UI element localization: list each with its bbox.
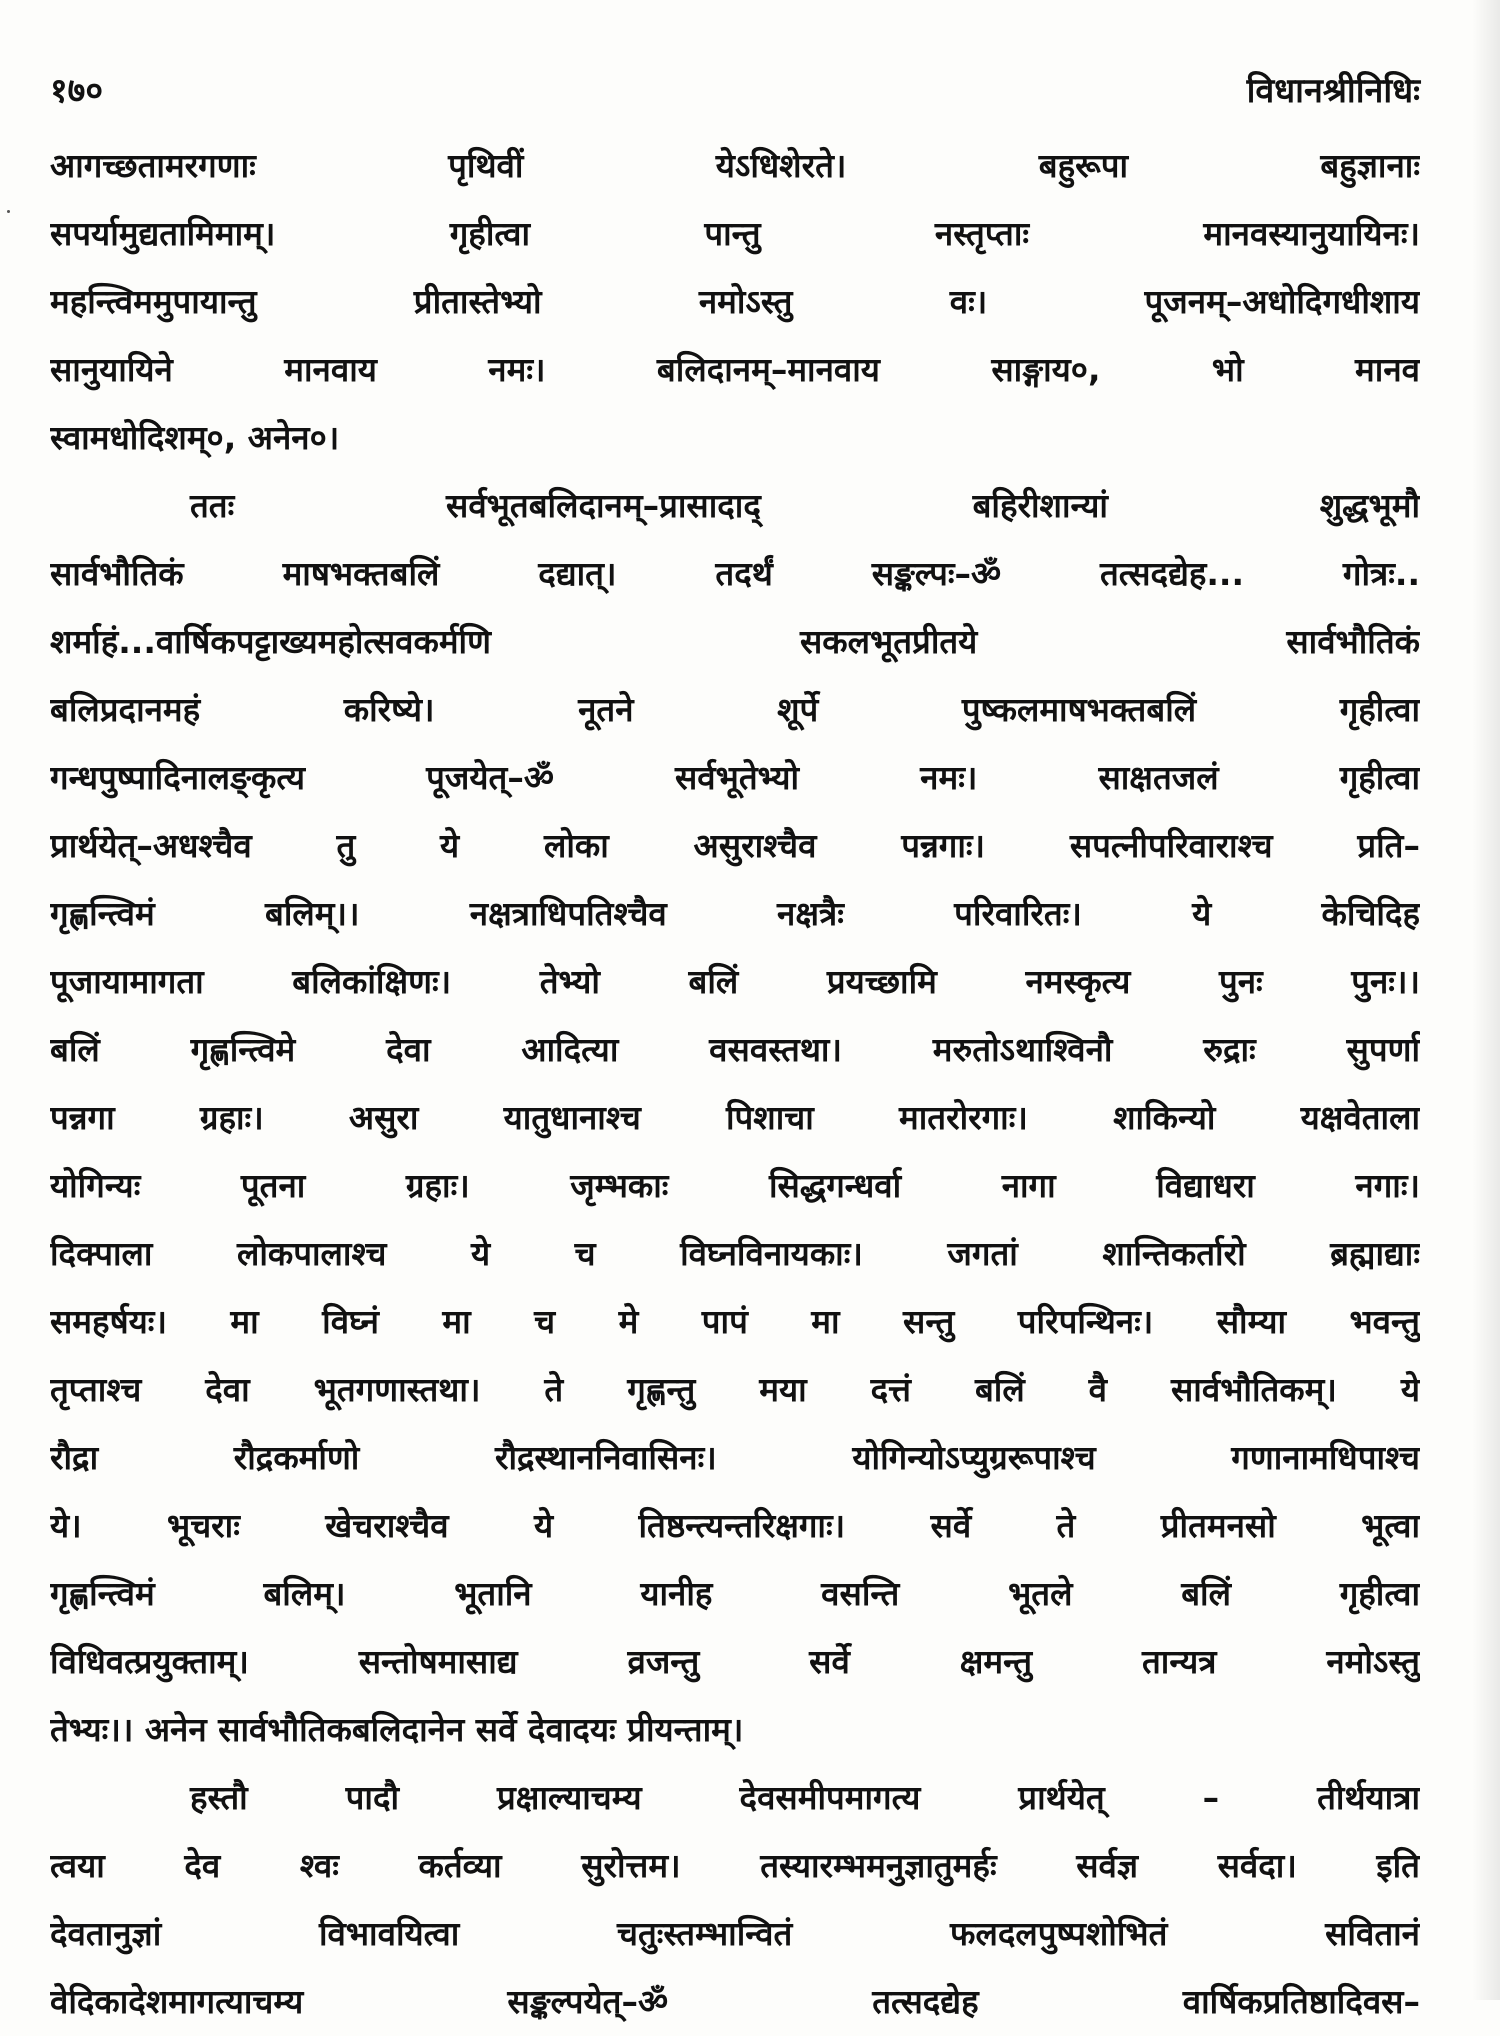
text-line-8: शर्माहं...वार्षिकपट्टाख्यमहोत्सवकर्मणि सकलभूतप्रीतये सार्वभौतिकं (50, 622, 1420, 661)
text-line-25: हस्तौ पादौ प्रक्षाल्याचम्य देवसमीपमागत्य प्रार्थयेत् – तीर्थयात्रा (190, 1778, 1420, 1817)
text-line-27: देवतानुज्ञां विभावयित्वा चतुःस्तम्भान्वितं फलदलपुष्पशोभितं सवितानं (50, 1914, 1420, 1953)
text-line-1: आगच्छतामरगणाः पृथिवीं येऽधिशेरते। बहुरूपा बहुज्ञानाः (50, 146, 1420, 185)
text-line-12: गृह्णन्त्विमं बलिम्।। नक्षत्राधिपतिश्चैव नक्षत्रैः परिवारितः। ये केचिदिह (50, 894, 1420, 933)
body-text (50, 132, 1420, 2036)
text-line-17: दिक्पाला लोकपालाश्च ये च विघ्नविनायकाः। जगतां शान्तिकर्तारो ब्रह्माद्याः (50, 1234, 1420, 1273)
text-line-6: ततः सर्वभूतबलिदानम्–प्रासादाद् बहिरीशान्यां शुद्धभूमौ (190, 486, 1420, 525)
text-line-4: सानुयायिने मानवाय नमः। बलिदानम्–मानवाय साङ्गाय०, भो मानव (50, 350, 1420, 389)
text-line-28: वेदिकादेशमागत्याचम्य सङ्कल्पयेत्–ॐ तत्सदद्येह वार्षिकप्रतिष्ठादिवस– (50, 1982, 1420, 2021)
text-line-15: पन्नगा ग्रहाः। असुरा यातुधानाश्च पिशाचा मातरोरगाः। शाकिन्यो यक्षवेताला (50, 1098, 1420, 1137)
text-line-21: ये। भूचराः खेचराश्चैव ये तिष्ठन्त्यन्तरिक्षगाः। सर्वे ते प्रीतमनसो भूत्वा (50, 1506, 1420, 1545)
text-line-22: गृह्णन्त्विमं बलिम्। भूतानि यानीह वसन्ति भूतले बलिं गृहीत्वा (50, 1574, 1420, 1613)
text-line-18: समहर्षयः। मा विघ्नं मा च मे पापं मा सन्तु परिपन्थिनः। सौम्या भवन्तु (50, 1302, 1420, 1341)
margin-dot (7, 210, 10, 213)
text-line-10: गन्धपुष्पादिनालङ्कृत्य पूजयेत्–ॐ सर्वभूतेभ्यो नमः। साक्षतजलं गृहीत्वा (50, 758, 1420, 797)
text-line-23: विधिवत्प्रयुक्ताम्। सन्तोषमासाद्य व्रजन्तु सर्वे क्षमन्तु तान्यत्र नमोऽस्तु (50, 1642, 1420, 1681)
text-line-24: तेभ्यः।। अनेन सार्वभौतिकबलिदानेन सर्वे देवादयः प्रीयन्ताम्। (50, 1710, 744, 1749)
text-line-16: योगिन्यः पूतना ग्रहाः। जृम्भकाः सिद्धगन्धर्वा नागा विद्याधरा नगाः। (50, 1166, 1420, 1205)
page-header (50, 66, 1420, 111)
text-line-14: बलिं गृह्णन्त्विमे देवा आदित्या वसवस्तथा। मरुतोऽथाश्विनौ रुद्राः सुपर्णा (50, 1030, 1420, 1069)
text-line-11: प्रार्थयेत्–अधश्चैव तु ये लोका असुराश्चैव पन्नगाः। सपत्नीपरिवाराश्च प्रति– (50, 826, 1420, 865)
running-title: विधानश्रीनिधिः (1246, 71, 1420, 111)
text-line-13: पूजायामागता बलिकांक्षिणः। तेभ्यो बलिं प्रयच्छामि नमस्कृत्य पुनः पुनः।। (50, 962, 1420, 1001)
text-line-3: महन्त्विममुपायान्तु प्रीतास्तेभ्यो नमोऽस्तु वः। पूजनम्–अधोदिगधीशाय (50, 282, 1420, 321)
page-edge-shadow (1472, 0, 1500, 2000)
text-line-9: बलिप्रदानमहं करिष्ये। नूतने शूर्पे पुष्कलमाषभक्तबलिं गृहीत्वा (50, 690, 1420, 729)
text-line-19: तृप्ताश्च देवा भूतगणास्तथा। ते गृह्णन्तु मया दत्तं बलिं वै सार्वभौतिकम्। ये (50, 1370, 1420, 1409)
text-line-2: सपर्यामुद्यतामिमाम्। गृहीत्वा पान्तु नस्तृप्ताः मानवस्यानुयायिनः। (50, 214, 1420, 253)
text-line-20: रौद्रा रौद्रकर्माणो रौद्रस्थाननिवासिनः। योगिन्योऽप्युग्ररूपाश्च गणानामधिपाश्च (50, 1438, 1420, 1477)
text-line-26: त्वया देव श्वः कर्तव्या सुरोत्तम। तस्यारम्भमनुज्ञातुमर्हः सर्वज्ञ सर्वदा। इति (50, 1846, 1420, 1885)
text-line-5: स्वामधोदिशम्०, अनेन०। (50, 418, 340, 457)
text-line-7: सार्वभौतिकं माषभक्तबलिं दद्यात्। तदर्थं सङ्कल्पः–ॐ तत्सदद्येह... गोत्रः.. (50, 554, 1420, 593)
page-number: १७० (50, 71, 104, 111)
